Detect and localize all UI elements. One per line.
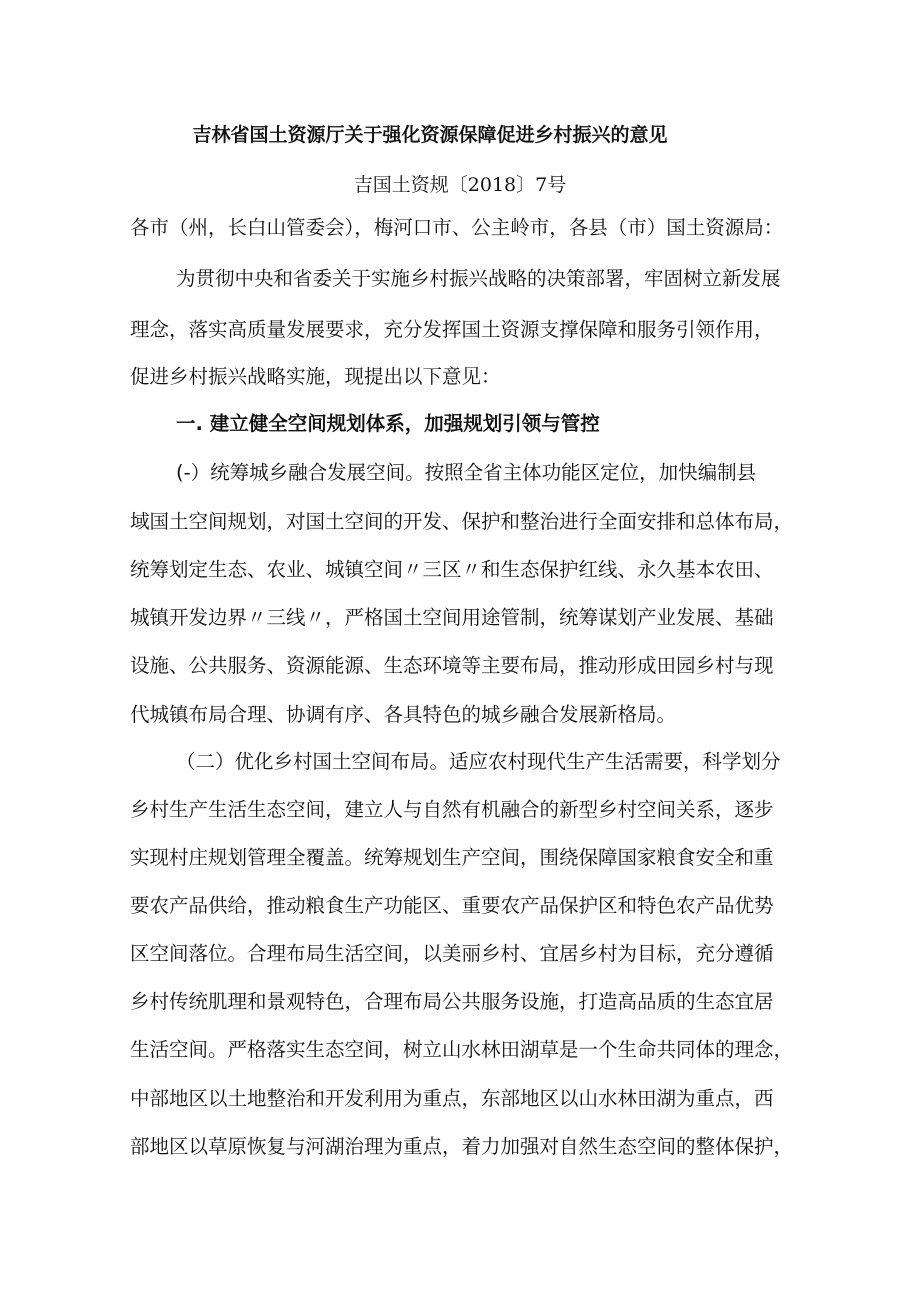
paragraph-line: 乡村生产生活生态空间，建立人与自然有机融合的新型乡村空间关系，逐步	[130, 798, 774, 821]
paragraph-line: (-）统筹城乡融合发展空间。按照全省主体功能区定位，加快编制县	[176, 461, 757, 484]
paragraph-line: 乡村传统肌理和景观特色，合理布局公共服务设施，打造高品质的生态宜居	[130, 990, 774, 1013]
paragraph-line: （二）优化乡村国土空间布局。适应农村现代生产生活需要，科学划分	[176, 750, 781, 773]
intro-line: 理念，落实高质量发展要求，充分发挥国土资源支撑保障和服务引领作用，	[130, 318, 774, 341]
section-heading: 一. 建立健全空间规划体系，加强规划引领与管控	[176, 412, 600, 435]
paragraph-line: 域国土空间规划，对国土空间的开发、保护和整治进行全面安排和总体布局，	[130, 510, 794, 533]
intro-line: 促进乡村振兴战略实施，现提出以下意见：	[130, 365, 501, 388]
paragraph-line: 代城镇布局合理、协调有序、各具特色的城乡融合发展新格局。	[130, 703, 677, 726]
paragraph-line: 中部地区以土地整治和开发利用为重点，东部地区以山水林田湖为重点，西	[130, 1087, 774, 1110]
intro-line: 为贯彻中央和省委关于实施乡村振兴战略的决策部署，牢固树立新发展	[176, 267, 781, 290]
paragraph-line: 区空间落位。合理布局生活空间，以美丽乡村、宜居乡村为目标，充分遵循	[130, 942, 774, 965]
document-title: 吉林省国土资源厅关于强化资源保障促进乡村振兴的意见	[192, 124, 668, 146]
paragraph-line: 实现村庄规划管理全覆盖。统筹规划生产空间，围绕保障国家粮食安全和重	[130, 846, 774, 869]
paragraph-line: 设施、公共服务、资源能源、生态环境等主要布局，推动形成田园乡村与现	[130, 654, 774, 677]
document-number: 吉国土资规〔2018〕7号	[353, 174, 567, 196]
paragraph-line: 城镇开发边界〃三线〃，严格国土空间用途管制，统筹谋划产业发展、基础	[130, 606, 774, 629]
paragraph-line: 生活空间。严格落实生态空间，树立山水林田湖草是一个生命共同体的理念，	[130, 1038, 794, 1061]
paragraph-line: 统筹划定生态、农业、城镇空间〃三区〃和生态保护红线、永久基本农田、	[130, 558, 774, 581]
addressee-line: 各市（州，长白山管委会），梅河口市、公主岭市，各县（市）国土资源局：	[130, 216, 784, 239]
paragraph-line: 部地区以草原恢复与河湖治理为重点，着力加强对自然生态空间的整体保护，	[130, 1135, 794, 1158]
paragraph-line: 要农产品供给，推动粮食生产功能区、重要农产品保护区和特色农产品优势	[130, 894, 774, 917]
